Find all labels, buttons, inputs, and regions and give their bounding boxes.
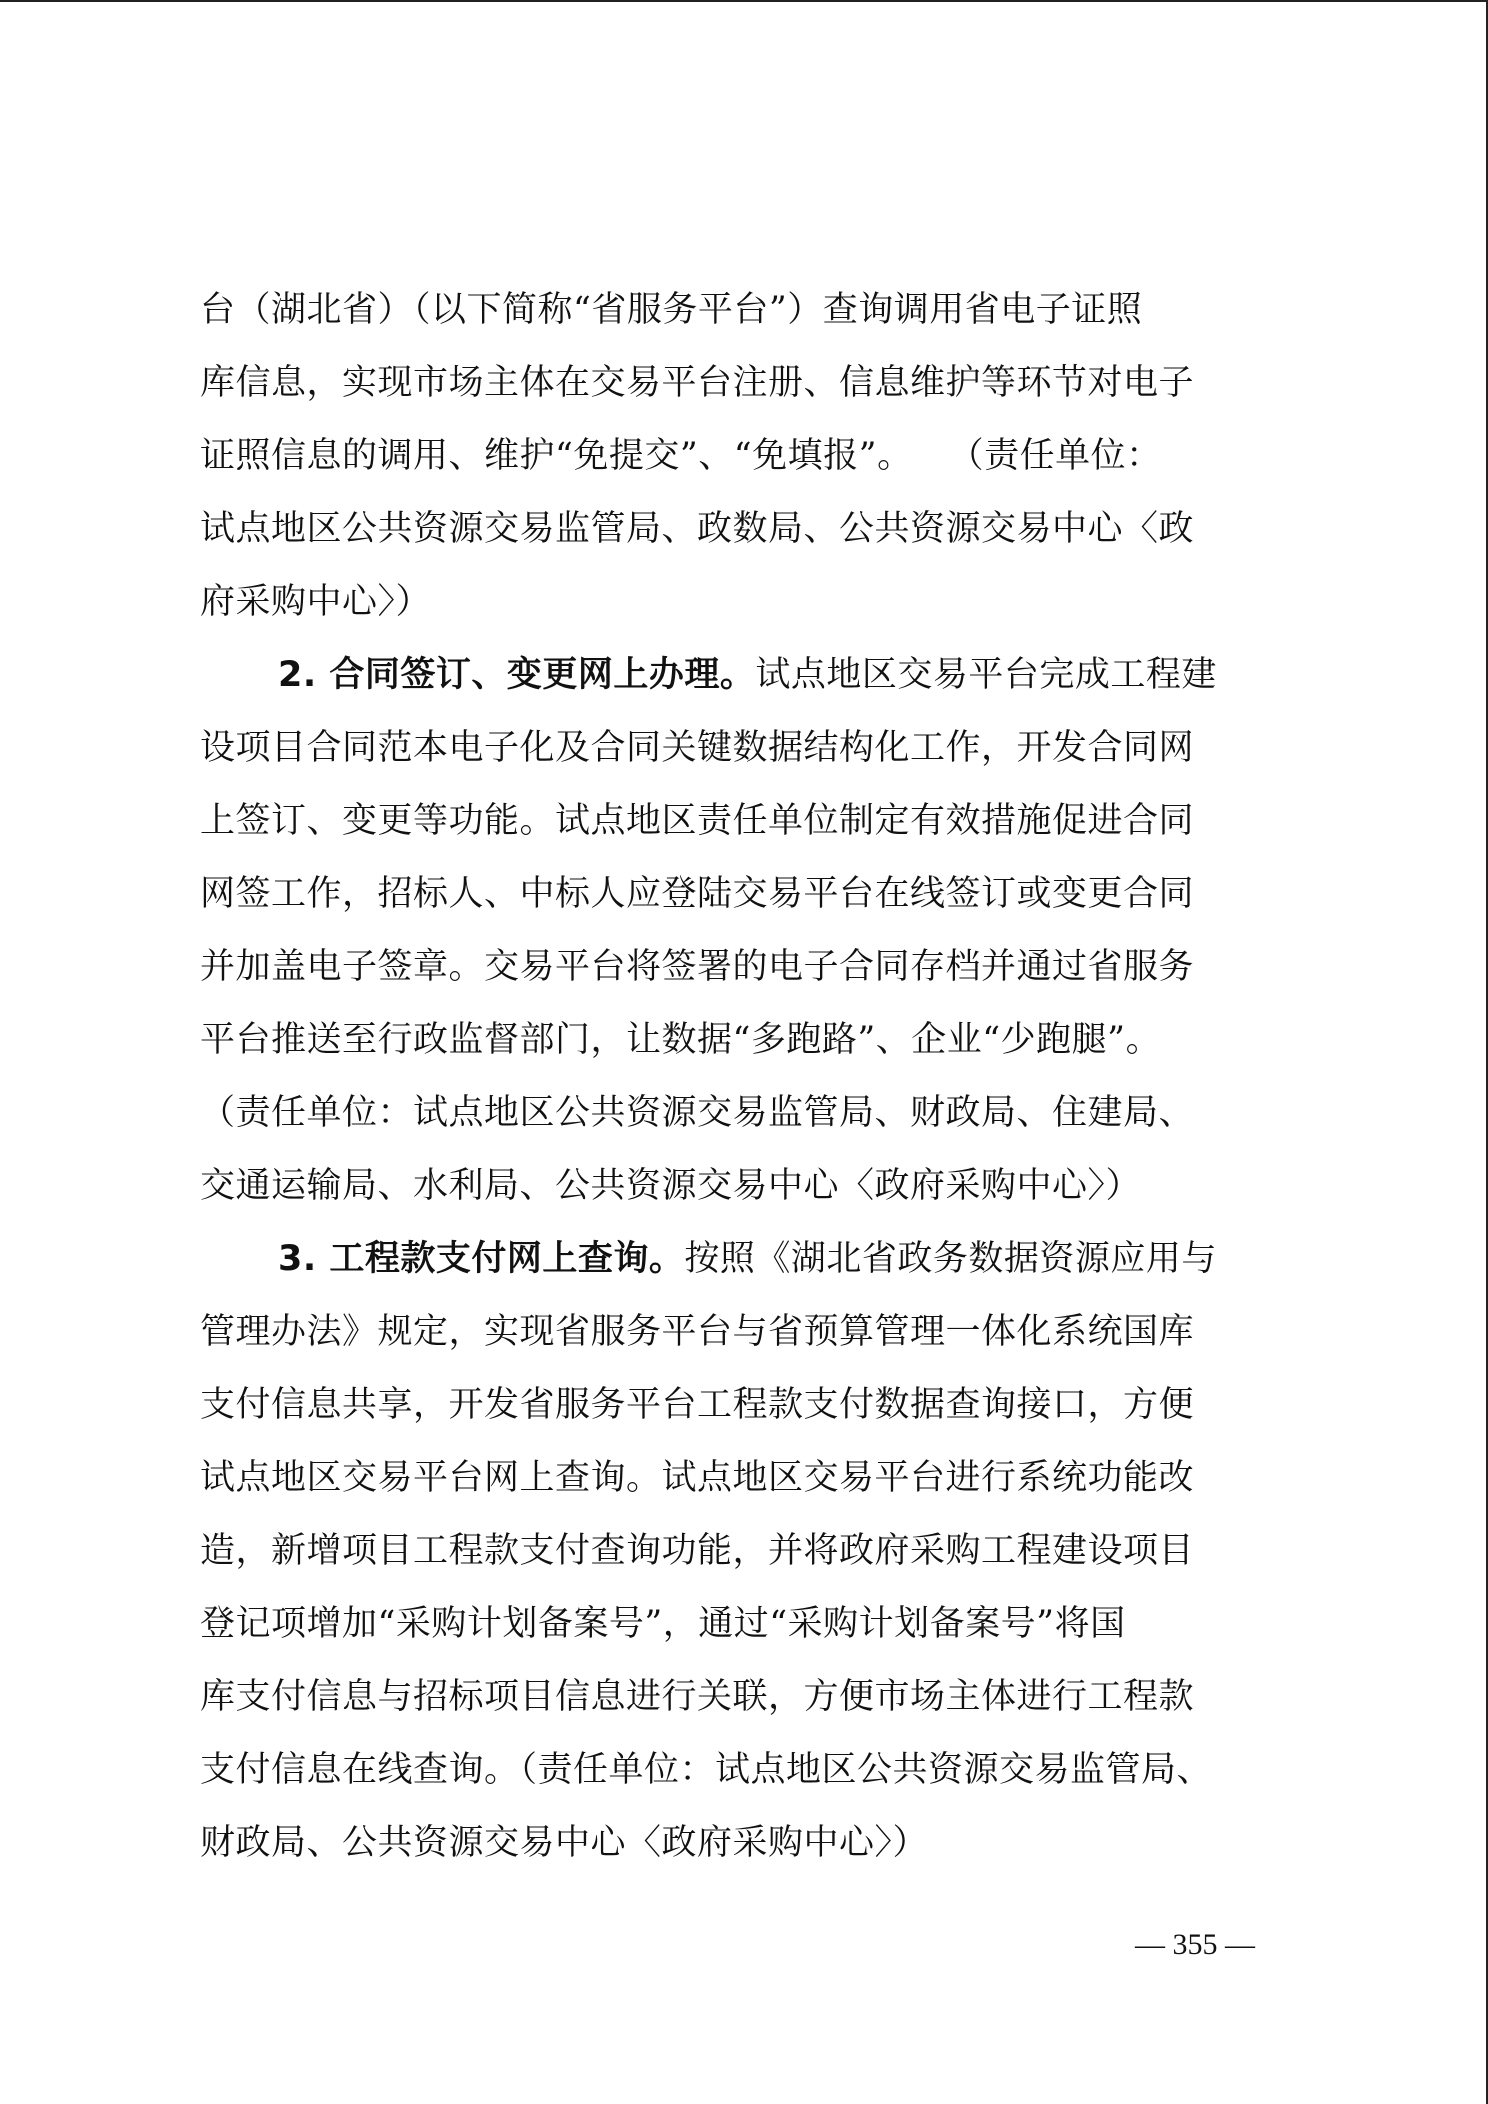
document-body (200, 274, 1306, 1880)
section-heading-2: 2. 合同签订、变更网上办理。 (278, 655, 756, 695)
text-line: 证照信息的调用、维护“免提交”、“免填报”。 （责任单位： (200, 436, 1162, 476)
section-heading-3: 3. 工程款支付网上查询。 (278, 1239, 685, 1279)
paragraph-2 (200, 639, 1306, 1223)
text-line: 网签工作，招标人、中标人应登陆交易平台在线签订或变更合同 (200, 874, 1195, 914)
text-line: （责任单位：试点地区公共资源交易监管局、财政局、住建局、 (200, 1093, 1195, 1133)
text-line: 府采购中心〉） (200, 582, 432, 622)
text-line (200, 639, 1306, 712)
paragraph-1 (200, 274, 1306, 639)
text-line: 试点地区交易平台网上查询。试点地区交易平台进行系统功能改 (200, 1458, 1195, 1498)
text-line: 库信息，实现市场主体在交易平台注册、信息维护等环节对电子 (200, 363, 1195, 403)
text-line: 库支付信息与招标项目信息进行关联，方便市场主体进行工程款 (200, 1677, 1195, 1717)
text-line: 平台推送至行政监督部门，让数据“多跑路”、企业“少跑腿”。 (200, 1020, 1162, 1060)
text-line: 登记项增加“采购计划备案号”，通过“采购计划备案号”将国 (200, 1604, 1126, 1644)
text-line: 台（湖北省）（以下简称“省服务平台”）查询调用省电子证照 (200, 290, 1143, 330)
text-line: 上签订、变更等功能。试点地区责任单位制定有效措施促进合同 (200, 801, 1195, 841)
text-line: 财政局、公共资源交易中心〈政府采购中心〉） (200, 1823, 929, 1863)
text-line: 造，新增项目工程款支付查询功能，并将政府采购工程建设项目 (200, 1531, 1195, 1571)
text-span: 试点地区交易平台完成工程建 (755, 655, 1217, 695)
text-span: 按照《湖北省政务数据资源应用与 (684, 1239, 1217, 1279)
text-line: 交通运输局、水利局、公共资源交易中心〈政府采购中心〉） (200, 1166, 1142, 1206)
text-line: 管理办法》规定，实现省服务平台与省预算管理一体化系统国库 (200, 1312, 1195, 1352)
paragraph-3 (200, 1223, 1306, 1880)
text-line: 设项目合同范本电子化及合同关键数据结构化工作，开发合同网 (200, 728, 1195, 768)
text-line: 试点地区公共资源交易监管局、政数局、公共资源交易中心〈政 (200, 509, 1195, 549)
text-line (200, 1223, 1306, 1296)
page-number: — 355 — (1135, 1928, 1255, 1961)
text-line: 支付信息在线查询。（责任单位：试点地区公共资源交易监管局、 (200, 1750, 1213, 1790)
text-line: 支付信息共享，开发省服务平台工程款支付数据查询接口，方便 (200, 1385, 1195, 1425)
text-line: 并加盖电子签章。交易平台将签署的电子合同存档并通过省服务 (200, 947, 1195, 987)
